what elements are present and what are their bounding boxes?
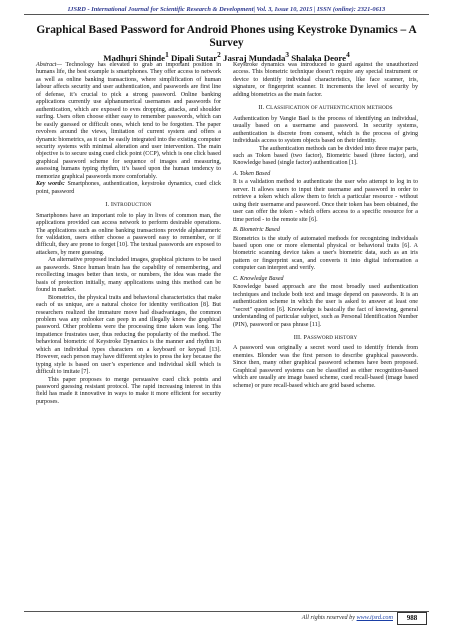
paragraph: Authentication by Vangie Bael is the process of identifying an individual, usually based on a username and password. In security systems, authentication is discrete from consent, which is the process of giving individuals access to system objects based on their identity.: [233, 115, 418, 145]
paragraph: An alternative proposed included images, graphical pictures to be used as passwords. Since human brain has the capability of remembering, and recollecting images better than texts, or numbers, the idea was made the basis of protection initially, many applications using this method can be found in market.: [36, 257, 221, 294]
author-list: Madhuri Shinde$^1$ Dipali Sutar$^2$ Jasraj Mundada$^3$ Shalaka Deore$^4$: [103, 50, 350, 63]
author-name: Jasraj Mundada: [223, 52, 286, 63]
subsection-heading-token: A. Token Based: [233, 170, 271, 177]
subsection-heading-biometric: B. Biometric Based: [233, 227, 280, 234]
left-column: [36, 62, 221, 406]
paragraph: Knowledge based approach are the most broadly used authentication techniques and include both text and image depend on passwords. It is an authentication scheme in which the user is asked to answer at least one "secret" question [6]. Knowledge is basically the fact of knowing, general understanding of particular subject, such as Personal Identification Number (PIN), password or pass phrase [11].: [233, 284, 418, 328]
page-number: 988: [397, 612, 427, 625]
author-name: Dipali Sutar: [170, 52, 218, 63]
abstract-text: Technology has elevated to grab an important position in humans life, the best example is smartphones. They offer access to network as well as online banking transactions, where simplification of human labour affects security and user authentication, and passwords are first line of defense, it’s crucial to pick a strong password. Online banking applications currently use alphanumerical usernames and passwords for authentication, which are exposed to eves dropping, attacks, and shoulder surfing. Users often choose either easy to remember passwords, which can be easily guessed or difficult ones, which tend to be forgotten. The paper revolves around the views, limitation of current system and offers a dynamic biometrics, as it can be easily integrated into the existing computer security systems with minimal alteration and user intervention. The main objective is to secure using cued click point (CCP), which is one click based graphical password scheme for sequence of images and measuring, assessing humans typing rhythm, it’s based upon the human tendency to memorize graphical passwords more comfortably.: [36, 62, 221, 180]
paragraph: A password was originally a secret word used to identify friends from enemies. Blonder was the first person to describe graphical passwords. Since then, many other graphical password schemes have been proposed. Graphical password systems can be classified as either recognition-based which are usually are image based scheme, cued recall-based (image based scheme) or pure recall-based which are grid based scheme.: [233, 345, 418, 389]
abstract-label: Abstract—: [36, 62, 62, 68]
right-column: [233, 62, 418, 390]
paragraph: Keystroke dynamics was introduced to guard against the unauthorized access. This biometric technique doesn’t require any special instrument or device to identify individual characteristics, like face scanner, iris, signature, or fingerprint scanner. It increments the level of security by adding biometrics as the main factor.: [233, 62, 418, 98]
paragraph: It is a validation method to authenticate the user who attempt to log in to server. It allows users to input their username and password in order to retrieve a token which allow them to fetch a particular resource - without using their username and password. Once their token has been obtained, the user can offer the token - which offers access to a specific resource for a time period - to the remote site [6].: [233, 179, 418, 223]
journal-header: IJSRD - International Journal for Scientific Research & Development| Vol. 3, Issue 10, 2015 | ISSN (online): 2321-0613: [24, 6, 429, 15]
author-name: Shalaka Deore: [291, 52, 347, 63]
paragraph: Biometrics is the study of automated methods for recognizing individuals based upon one or more elemental physical or behavioral traits [6]. A biometric scanning device takes a user's biometric data, such as an iris pattern or fingerprint scan, and converts it into digital information a computer can interpret and verify.: [233, 235, 418, 272]
journal-url-link[interactable]: www.ijsrd.com: [356, 614, 393, 621]
section-heading-password-history: III. PASSWORD HISTORY: [293, 333, 358, 341]
paragraph: The authentication methods can be divided into three major parts, such as Token based (two factor), Biometric based (three factor), and Knowledge based (single factor) authentication [1].: [233, 145, 418, 167]
paragraph: Biometrics, the physical traits and behavioral characteristics that make each of us unique, are a natural choice for identity verification [8]. But researchers realized the immature move had disadvantages, the common problem was any onlooker can peep in and illegally know the graphical password. Other problems were the processing time taken was long. The impatience frustrates user, thus reducing the popularity of the method. The behavioral biometric of Keystroke Dynamics is the manner and rhythm in which an individual types characters on a keyboard or keypad [13]. However, each person may have different styles to press the key because the typing style is based on user’s experience and individual skill which is difficult to imitate [7].: [36, 294, 221, 376]
author-name: Madhuri Shinde: [103, 52, 166, 63]
paragraph: Smartphones have an important role to play in lives of common man, the applications provided can access network to perform desirable operations. The applications such as online banking transactions provide alphanumeric for validation, users either choose a password easy to remember, or if difficult, they are prone to forget [10]. The textual passwords are exposed to attackers, by mere guessing.: [36, 212, 221, 256]
paper-title: Graphical Based Password for Android Phones using Keystroke Dynamics – A Survey: [36, 24, 417, 49]
keywords-label: Key words:: [36, 181, 65, 188]
footer-rule: [24, 611, 429, 612]
keywords-text: Smartphones, authentication, keystroke dynamics, cued click point, password: [36, 181, 221, 195]
paragraph: This paper proposes to merge persuasive cued click points and password guessing resistant protocol. The rapid increasing interest in this field has made it innovative in ways to make it more efficient for security purposes.: [36, 376, 221, 405]
section-heading-classification: II. CLASSIFICATION OF AUTHENTICATION METHODS: [258, 104, 393, 112]
footer-rights: All rights reserved by www.ijsrd.com: [301, 614, 393, 621]
abstract: [36, 62, 221, 181]
section-heading-introduction: I. INTRODUCTION: [105, 201, 152, 209]
subsection-heading-knowledge: C. Knowledge Based: [233, 275, 284, 282]
keywords: [36, 181, 221, 196]
